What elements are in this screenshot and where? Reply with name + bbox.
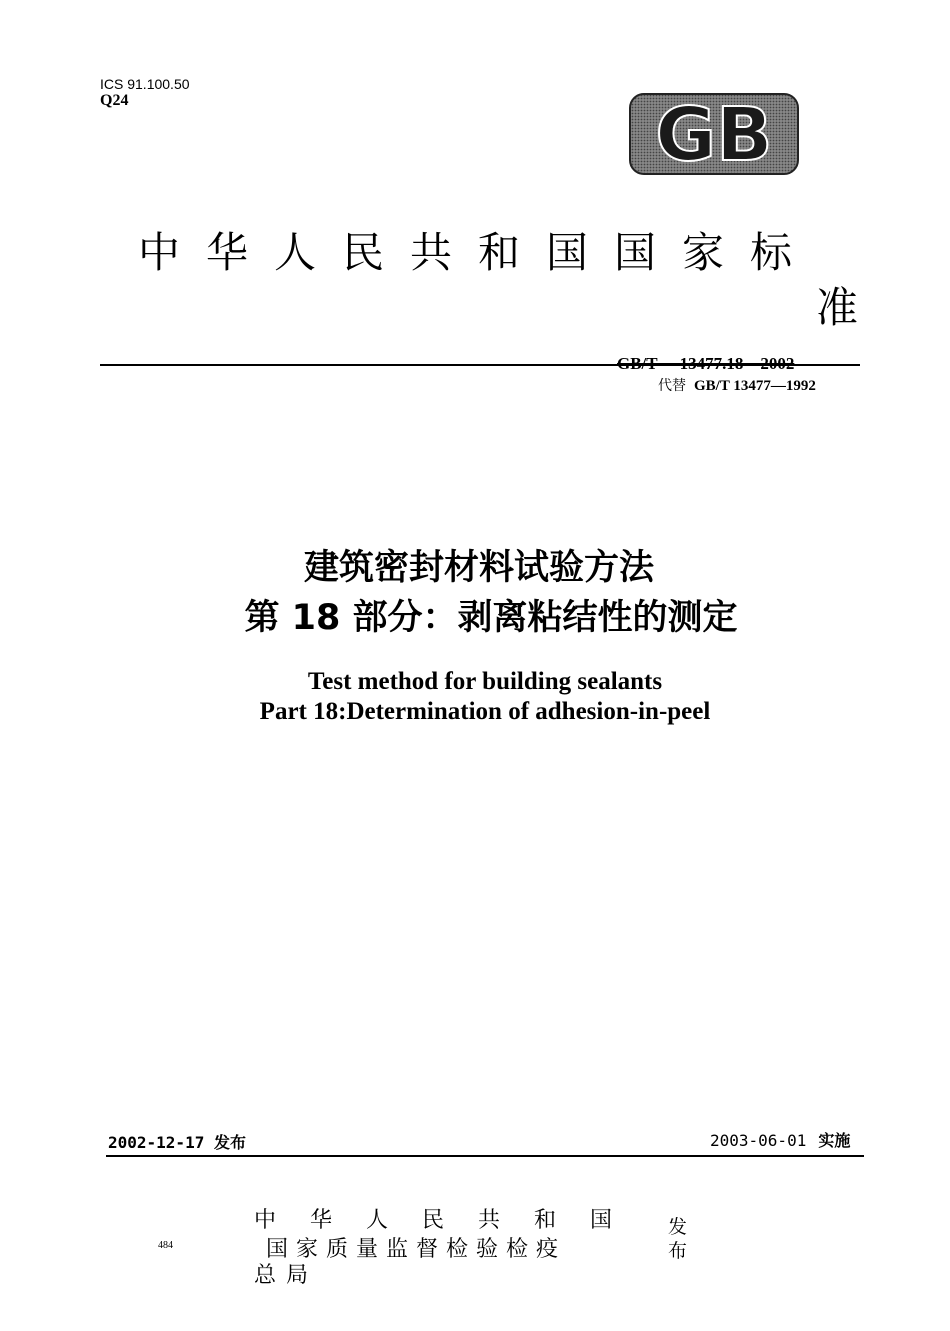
category-code: Q24: [100, 92, 129, 109]
english-title-line1: Test method for building sealants: [307, 668, 663, 695]
publish-label: 发布: [668, 1216, 688, 1262]
issuer-line3: 总局: [254, 1263, 319, 1288]
implementation-date-value: 2003-06-01: [710, 1131, 807, 1150]
replaces-number: GB/T 13477—1992: [694, 378, 816, 394]
issuer-line2: 国家质量监督检验检疫: [266, 1237, 567, 1262]
ics-code: ICS 91.100.50: [100, 76, 190, 92]
implementation-date: [710, 1128, 850, 1151]
replaces-line: [658, 375, 816, 395]
page-number: 484: [158, 1240, 173, 1251]
gb-logo: [628, 88, 800, 178]
chinese-title-line2: 第 18 部分：剥离粘结性的测定: [244, 598, 738, 638]
replaces-label: 代替: [658, 378, 686, 394]
standard-number: GB/T 13477.18—2002: [617, 354, 795, 373]
chinese-title-line1: 建筑密封材料试验方法: [303, 548, 654, 588]
footer-divider: [106, 1155, 864, 1157]
issuer-line1: 中华人民共和国: [254, 1208, 647, 1233]
national-standard-title-wrap: 准: [815, 283, 858, 332]
gb-logo-text: GB: [655, 92, 773, 178]
english-title-line2: Part 18:Determination of adhesion-in-peel: [259, 698, 711, 725]
implementation-label: 实施: [818, 1131, 851, 1150]
issue-date: 2002-12-17 发布: [108, 1133, 246, 1152]
national-standard-title: 中华人民共和国国家标: [138, 228, 819, 277]
